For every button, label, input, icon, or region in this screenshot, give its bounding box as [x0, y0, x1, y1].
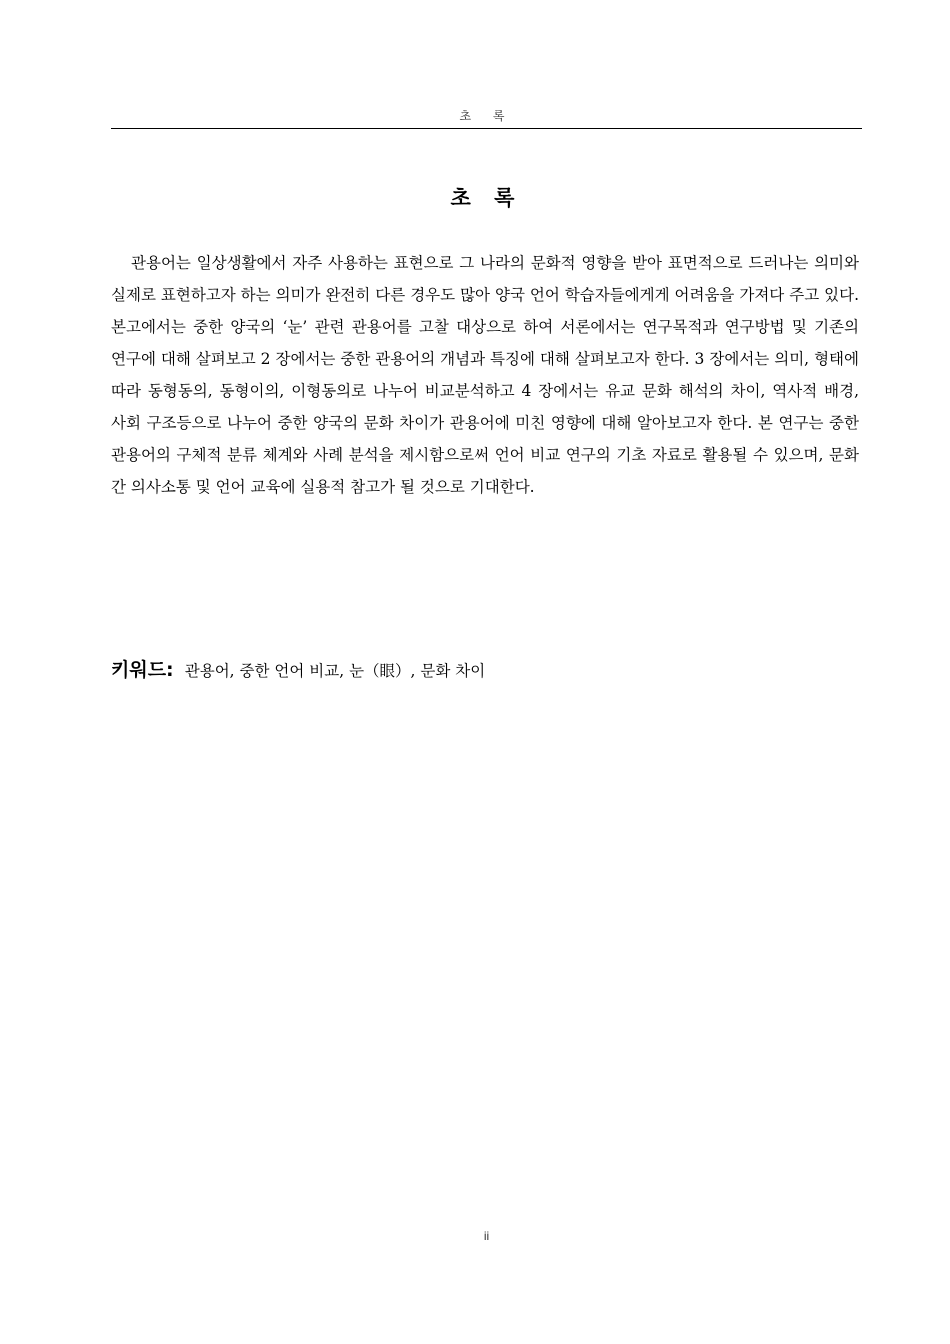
- abstract-title: 초 록: [450, 186, 523, 210]
- keywords-label: 키워드:: [111, 659, 174, 681]
- keywords-list: 관용어, 중한 언어 비교, 눈（眼）, 문화 차이: [184, 662, 486, 680]
- abstract-body: 관용어는 일상생활에서 자주 사용하는 표현으로 그 나라의 문화적 영향을 받아 표면적으로 드러나는 의미와 실제로 표현하고자 하는 의미가 완전히 다른 경우도 많아 양국 언어 학습자들에게게 어려움을 가져다 주고 있다. 본고에서는 중한 양국의 ‘눈’ 관련 관용어를 고찰 대상으로 하여 서론에서는 연구목적과 연구방법 및 기존의 연구에 대해 살펴보고 2 장에서는 중한 관용어의 개념과 특징에 대해 살펴보고자 한다. 3 장에서는 의미, 형태에 따라 동형동의, 동형이의, 이형동의로 나누어 비교분석하고 4 장에서는 유교 문화 해석의 차이, 역사적 배경, 사회 구조등으로 나누어 중한 양국의 문화 차이가 관용어에 미친 영향에 대해 알아보고자 한다. 본 연구는 중한 관용어의 구체적 분류 체계와 사례 분석을 제시함으로써 언어 비교 연구의 기초 자료로 활용될 수 있으며, 문화 간 의사소통 및 언어 교육에 실용적 참고가 될 것으로 기대한다.: [111, 254, 859, 496]
- page-number: ii: [483, 1229, 490, 1243]
- header-divider: [111, 128, 862, 129]
- keywords-section: [111, 654, 859, 687]
- running-header: 초 록: [459, 109, 514, 123]
